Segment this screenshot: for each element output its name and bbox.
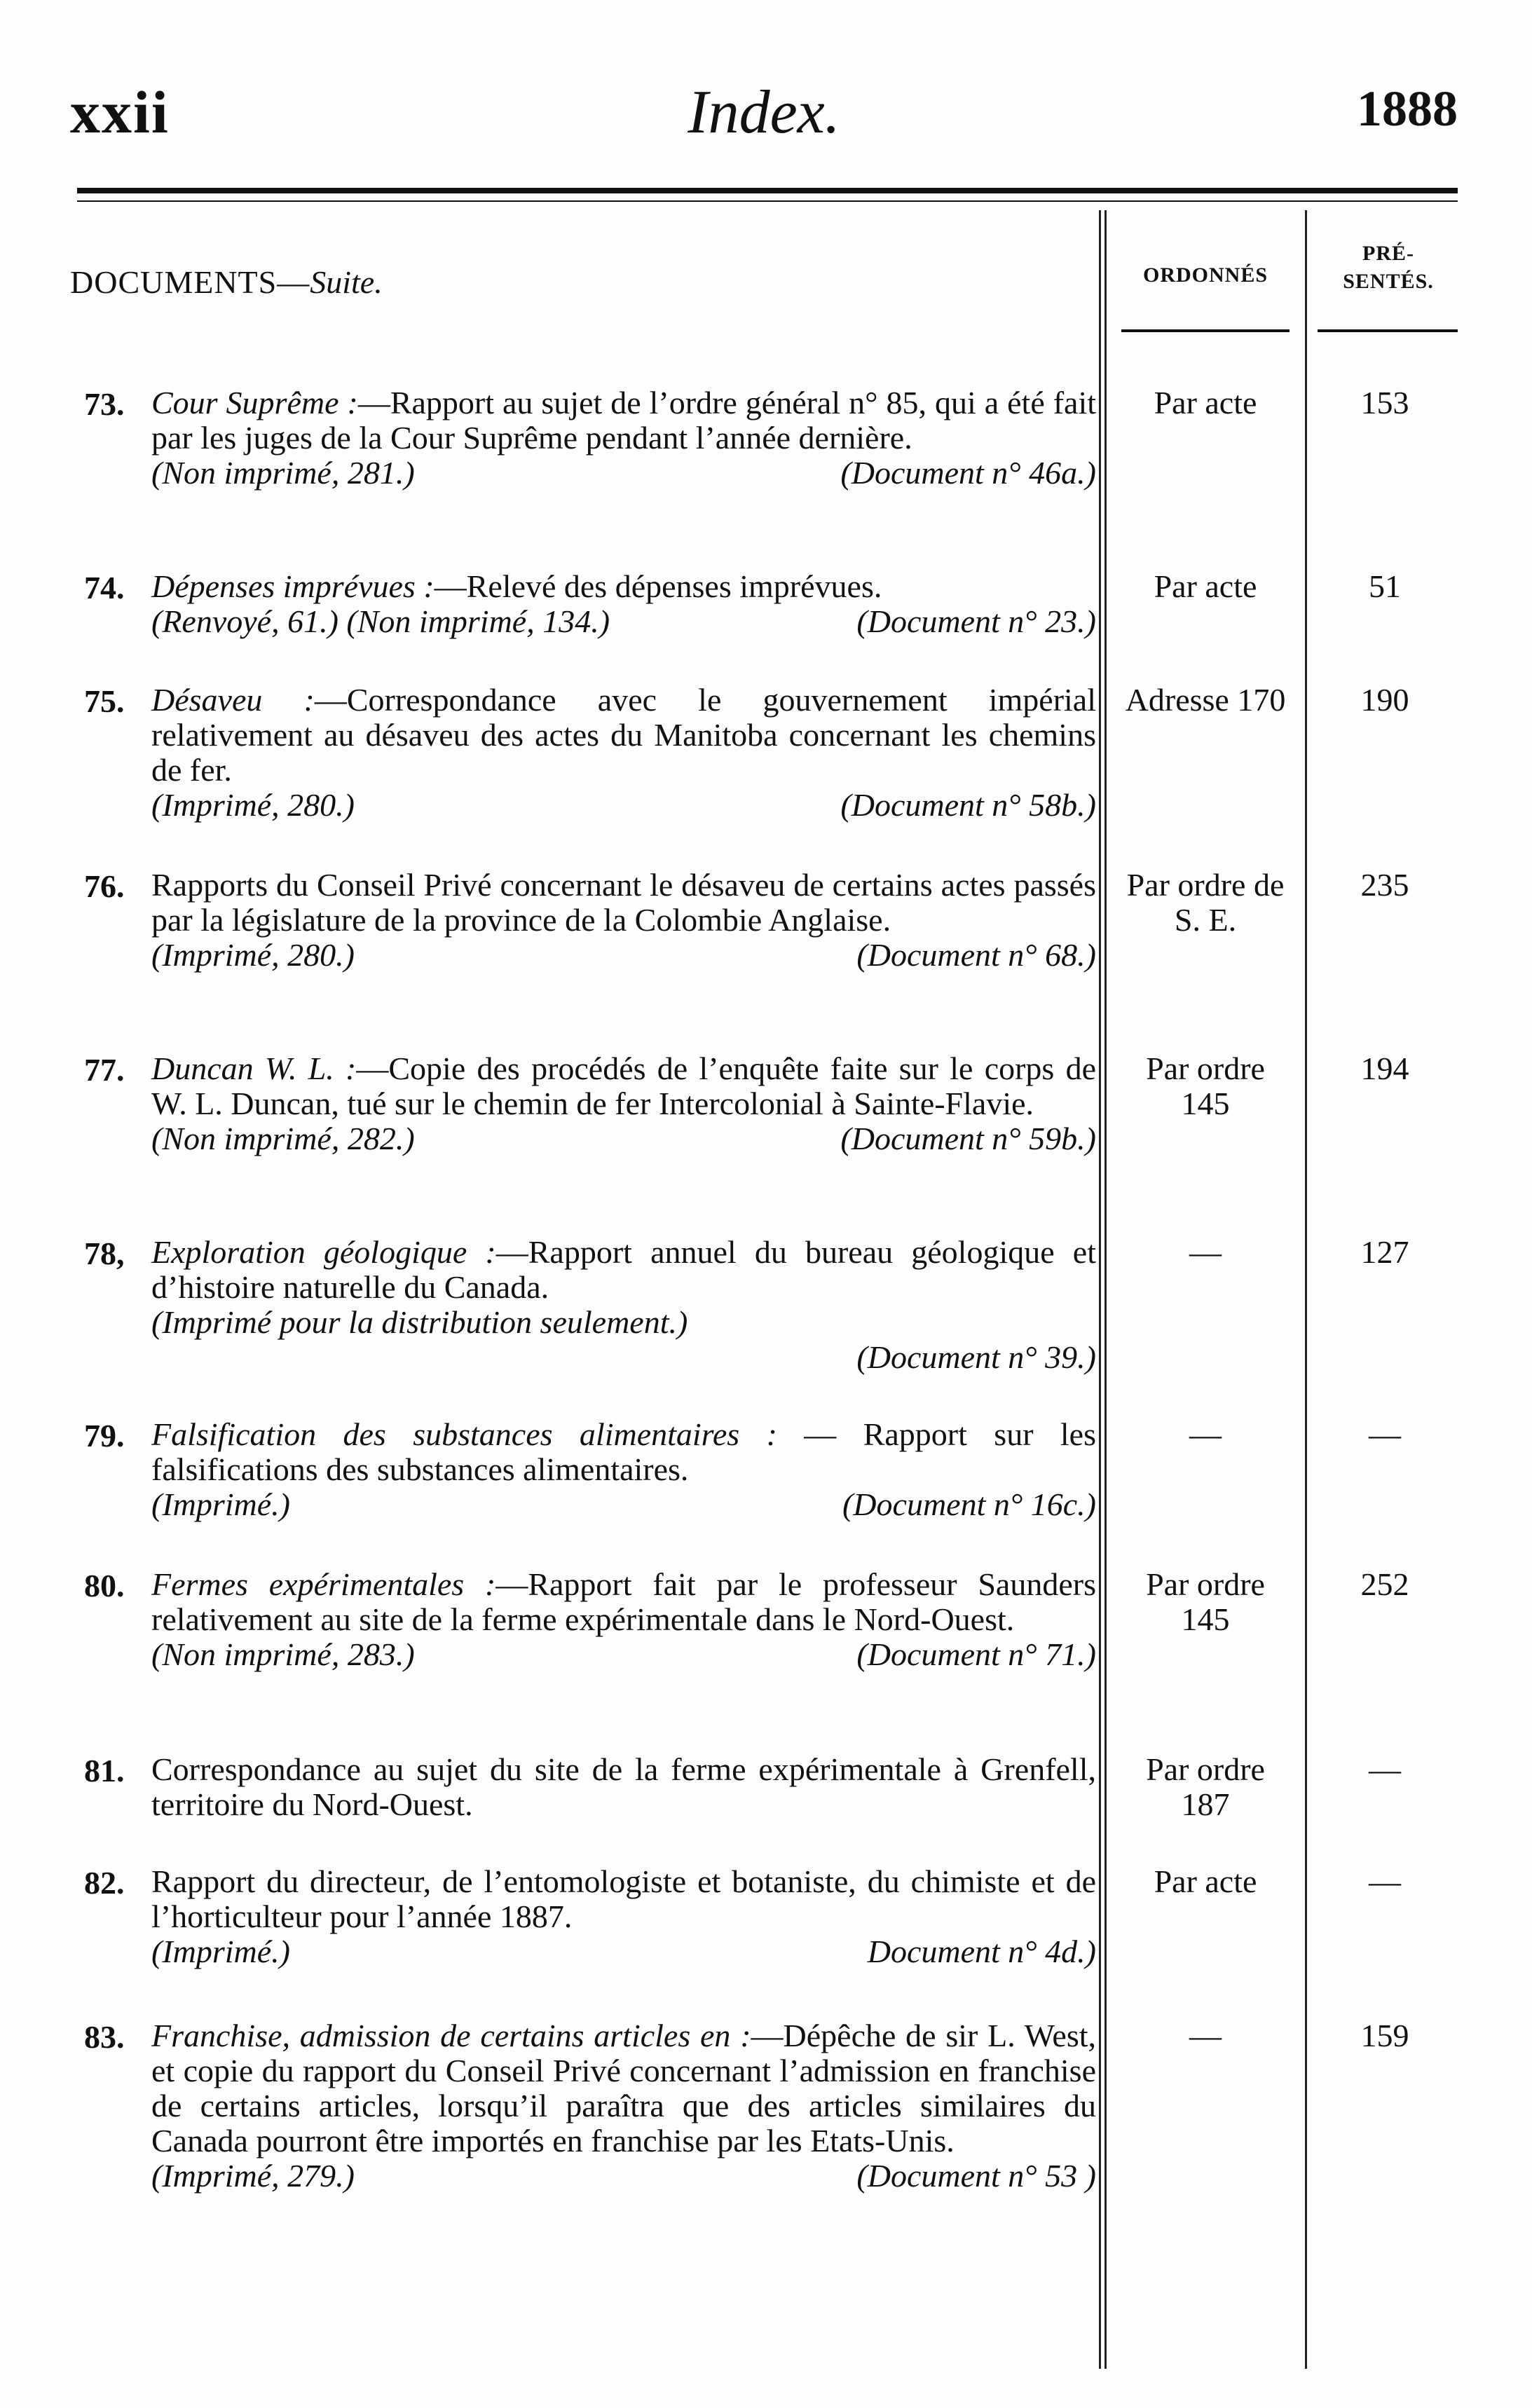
entry-ref-left: (Imprimé pour la distribution seulement.) bbox=[151, 1304, 688, 1340]
entry-text: Correspondance au sujet du site de la ferme expérimentale à Grenfell, territoire du Nord-Ouest. bbox=[151, 1751, 1096, 1822]
entry-text: Franchise, admission de certains articles en :—Dépêche de sir L. West, et copie du rapport du Conseil Privé concernant l’admission en franchise de certains articles, lorsqu’il paraîtra que des articles similaires du Canada pourront être importés en franchise par les Etats-Unis. (Imprimé, 279.) (Document n° 53 ) bbox=[151, 2018, 1096, 2194]
section-heading: DOCUMENTS—Suite. bbox=[70, 264, 383, 300]
entry-text: Rapports du Conseil Privé concernant le désaveu de certains actes passés par la législature de la province de la Colombie Anglaise. (Imprimé, 280.) (Document n° 68.) bbox=[151, 867, 1096, 973]
entry-presentes: 159 bbox=[1360, 2018, 1409, 2053]
entry-number: 80. bbox=[84, 1568, 125, 1603]
header-rule-thin bbox=[77, 200, 1458, 202]
entry-ref-right: (Document n° 46a.) bbox=[840, 455, 1096, 491]
entry-text: Dépenses imprévues :—Relevé des dépenses imprévues. (Renvoyé, 61.) (Non imprimé, 134.) (Document n° 23.) bbox=[151, 568, 1096, 639]
column-head-ordonnes: ORDONNÉS bbox=[1142, 264, 1268, 287]
header-rule-thick bbox=[77, 188, 1458, 193]
entry-text: Fermes expérimentales :—Rapport fait par le professeur Saunders relativement au site de la ferme expérimentale dans le Nord-Ouest. (Non imprimé, 283.) (Document n° 71.) bbox=[151, 1566, 1096, 1672]
entry-number: 78, bbox=[84, 1236, 125, 1271]
entry-ordonnes: Par acte bbox=[1154, 1863, 1257, 1899]
entry-ref-right: Document n° 4d.) bbox=[867, 1934, 1096, 1969]
entry-ref-left: (Imprimé, 279.) bbox=[151, 2158, 355, 2194]
entry-number: 77. bbox=[84, 1052, 125, 1088]
entry-ref-right: (Document n° 16c.) bbox=[842, 1486, 1096, 1522]
entry-ref-left: (Imprimé, 280.) bbox=[151, 787, 355, 823]
year: 1888 bbox=[1357, 81, 1458, 137]
entry-ordonnes: — bbox=[1189, 1234, 1222, 1270]
entry-presentes: 127 bbox=[1360, 1234, 1409, 1270]
entry-ref-right: (Document n° 71.) bbox=[856, 1636, 1096, 1672]
entry-presentes: — bbox=[1369, 1416, 1401, 1452]
entry-ordonnes: — bbox=[1189, 1416, 1222, 1452]
running-header bbox=[70, 70, 1458, 154]
column-divider bbox=[1305, 210, 1307, 2369]
column-head-rule bbox=[1121, 329, 1290, 332]
entry-presentes: 235 bbox=[1360, 867, 1409, 903]
page-number: xxii bbox=[70, 78, 170, 146]
entry-ref-right: (Document n° 23.) bbox=[856, 603, 1096, 639]
entry-text: Falsification des substances alimentaires : — Rapport sur les falsifications des substances alimentaires. (Imprimé.) (Document n° 16c.) bbox=[151, 1416, 1096, 1522]
entry-text: Exploration géologique :—Rapport annuel du bureau géologique et d’histoire naturelle du Canada. (Imprimé pour la distribution seulement.) (Document n° 39.) bbox=[151, 1234, 1096, 1375]
entry-text: Désaveu :—Correspondance avec le gouvernement impérial relativement au désaveu des actes du Manitoba concernant les chemins de fer. (Imprimé, 280.) (Document n° 58b.) bbox=[151, 682, 1096, 823]
column-divider bbox=[1099, 210, 1101, 2369]
column-head-rule bbox=[1318, 329, 1458, 332]
entry-number: 79. bbox=[84, 1418, 125, 1453]
entry-presentes: 153 bbox=[1360, 385, 1409, 420]
entry-number: 74. bbox=[84, 570, 125, 606]
entry-ref-left: (Non imprimé, 281.) bbox=[151, 455, 415, 491]
column-divider bbox=[1104, 210, 1107, 2369]
entry-ordonnes: Par acte bbox=[1154, 385, 1257, 420]
entry-ref-right: (Document n° 68.) bbox=[856, 937, 1096, 973]
entry-ordonnes: Adresse 170 bbox=[1125, 682, 1286, 718]
entry-text: Rapport du directeur, de l’entomologiste et botaniste, du chimiste et de l’horticulteur pour l’année 1887. (Imprimé.) Document n° 4d.) bbox=[151, 1863, 1096, 1969]
entry-number: 73. bbox=[84, 386, 125, 422]
entry-presentes: 194 bbox=[1360, 1051, 1409, 1086]
entry-ordonnes: Par acte bbox=[1154, 568, 1257, 604]
entry-number: 83. bbox=[84, 2019, 125, 2055]
entry-ref-left: (Non imprimé, 282.) bbox=[151, 1121, 415, 1156]
entry-ref-left: (Non imprimé, 283.) bbox=[151, 1636, 415, 1672]
entry-ordonnes: Par ordre 187 bbox=[1146, 1751, 1265, 1822]
entry-number: 81. bbox=[84, 1753, 125, 1788]
page-title: Index. bbox=[688, 78, 840, 146]
entry-text: Duncan W. L. :—Copie des procédés de l’enquête faite sur le corps de W. L. Duncan, tué sur le chemin de fer Intercolonial à Sainte-Flavie. (Non imprimé, 282.) (Document n° 59b.) bbox=[151, 1051, 1096, 1156]
entry-ordonnes: Par ordre 145 bbox=[1146, 1566, 1265, 1637]
entry-ref-left: (Renvoyé, 61.) (Non imprimé, 134.) bbox=[151, 603, 610, 639]
entry-presentes: 252 bbox=[1360, 1566, 1409, 1602]
entry-presentes: 51 bbox=[1369, 568, 1401, 604]
entry-number: 82. bbox=[84, 1865, 125, 1901]
entry-text: Cour Suprême :—Rapport au sujet de l’ordre général n° 85, qui a été fait par les juges de la Cour Suprême pendant l’année dernière. (Non imprimé, 281.) (Document n° 46a.) bbox=[151, 385, 1097, 491]
entry-ref-left: (Imprimé, 280.) bbox=[151, 937, 355, 973]
column-head-presentes: PRÉ- SENTÉS. bbox=[1343, 242, 1434, 293]
entry-ref-left: (Imprimé.) bbox=[151, 1486, 290, 1522]
entry-number: 75. bbox=[84, 683, 125, 719]
entry-presentes: — bbox=[1369, 1751, 1401, 1787]
entry-ref-right: (Document n° 59b.) bbox=[840, 1121, 1096, 1156]
entry-ref-right: (Document n° 58b.) bbox=[840, 787, 1096, 823]
entry-presentes: 190 bbox=[1360, 682, 1409, 718]
entry-number: 76. bbox=[84, 868, 125, 904]
entry-ref-right: (Document n° 39.) bbox=[856, 1339, 1096, 1375]
entry-ordonnes: Par ordre 145 bbox=[1146, 1051, 1265, 1121]
entry-presentes: — bbox=[1369, 1863, 1401, 1899]
entry-ref-right: (Document n° 53 ) bbox=[856, 2158, 1096, 2194]
entry-ordonnes: Par ordre de S. E. bbox=[1126, 867, 1285, 938]
entry-ordonnes: — bbox=[1189, 2018, 1222, 2053]
entry-ref-left: (Imprimé.) bbox=[151, 1934, 290, 1969]
